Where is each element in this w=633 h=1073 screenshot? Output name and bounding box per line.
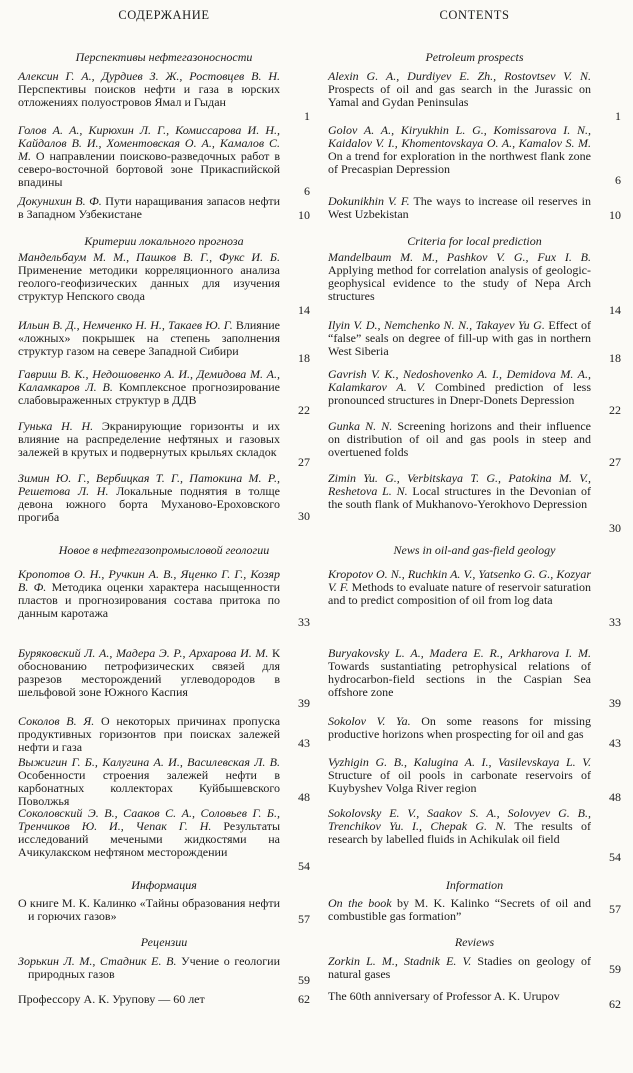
entry-title: The results of research by labelled fluids in Achikulak oil field <box>328 819 591 847</box>
entry-page: 10 <box>609 208 621 222</box>
entry-page: 33 <box>609 615 621 629</box>
toc-entry <box>18 472 310 552</box>
entry-authors: Кропотов О. Н., Ручкин А. В., Яценко Г. Г., Козяр В. Ф. <box>18 567 280 595</box>
entry-title: Applying method for correlation analysis of geologic-geophysical evidence to the study of Nepa Arch structures <box>328 263 591 304</box>
entry-authors: Ilyin V. D., Nemchenko N. N., Takayev Yu G. <box>328 318 545 332</box>
entry-authors: Гавриш В. К., Недошовенко А. И., Демидова М. А., Каламкаров Л. В. <box>18 367 280 395</box>
toc-entry <box>18 124 310 204</box>
entry-title: by M. K. Kalinko “Secrets of oil and combustible gas formation” <box>328 896 591 924</box>
toc-entry <box>328 990 621 1070</box>
entry-authors: Gunka N. N. <box>328 419 393 433</box>
section-heading: Информация <box>131 878 197 892</box>
entry-page: 48 <box>609 790 621 804</box>
entry-title: О книге М. К. Калинко «Тайны образования нефти и горючих газов» <box>18 896 280 924</box>
toc-entry <box>328 472 621 552</box>
entry-title: The ways to increase oil reserves in West Uzbekistan <box>328 194 591 222</box>
entry-title: Structure of oil pools in carbonate reservoirs of Kuybyshev Volga River region <box>328 768 591 796</box>
entry-page: 57 <box>298 912 310 926</box>
entry-page: 39 <box>609 696 621 710</box>
entry-page: 18 <box>609 351 621 365</box>
entry-authors: Алексин Г. А., Дурдиев З. Ж., Ростовцев В. Н. <box>18 69 280 83</box>
entry-authors: Sokolov V. Ya. <box>328 714 411 728</box>
entry-page: 39 <box>298 696 310 710</box>
section-heading: Перспективы нефтегазоносности <box>75 50 253 64</box>
section-heading: Критерии локального прогноза <box>84 234 244 248</box>
entry-authors: Зимин Ю. Г., Вербицкая Т. Г., Патокина М. Р., Решетова Л. Н. <box>18 471 280 499</box>
entry-authors: Гунька Н. Н. <box>18 419 94 433</box>
entry-title: О некоторых причинах пропуска продуктивных горизонтов при поисках залежей нефти и газа <box>18 714 281 755</box>
section-heading: Criteria for local prediction <box>407 234 542 248</box>
entry-page: 27 <box>609 455 621 469</box>
russian-contents-heading: СОДЕРЖАНИЕ <box>118 8 210 22</box>
entry-title: On a trend for exploration in the northwest flank zone of Precaspian Depression <box>328 149 591 177</box>
entry-title: О направлении поисково-разведочных работ в северо-восточной бортовой зоне Прикаспийской впадины <box>18 149 280 190</box>
toc-entry <box>18 807 310 887</box>
english-contents-heading: CONTENTS <box>439 8 510 22</box>
entry-authors: Gavrish V. K., Nedoshovenko A. I., Demidova M. A., Kalamkarov A. V. <box>328 367 591 395</box>
entry-page: 1 <box>615 109 621 123</box>
entry-page: 30 <box>609 521 621 535</box>
entry-authors: Зорькин Л. М., Стадник Е. В. <box>18 954 177 968</box>
entry-authors: Buryakovsky L. A., Madera E. R., Arkharova I. M. <box>328 646 591 660</box>
entry-title: Влияние «ложных» покрышек на степень заполнения структур газом на севере Западной Сибири <box>18 318 280 359</box>
entry-page: 48 <box>298 790 310 804</box>
entry-page: 18 <box>298 351 310 365</box>
entry-page: 22 <box>609 403 621 417</box>
entry-page: 1 <box>304 109 310 123</box>
entry-page: 43 <box>609 736 621 750</box>
entry-authors: Golov A. A., Kiryukhin L. G., Komissarova I. N., Kaidalov V. I., Khomentovskaya O. A., Kamalov S. M. <box>328 123 591 151</box>
entry-page: 22 <box>298 403 310 417</box>
entry-title: Пути наращивания запасов нефти в Западном Узбекистане <box>18 194 281 222</box>
entry-title: Комплексное прогнозирование слабовыраженных структур в ДДВ <box>18 380 280 408</box>
entry-page: 43 <box>298 736 310 750</box>
entry-page: 59 <box>298 973 310 987</box>
entry-page: 27 <box>298 455 310 469</box>
entry-title: Stadies on geology of natural gases <box>328 954 592 982</box>
entry-page: 14 <box>298 303 310 317</box>
entry-authors: Sokolovsky E. V., Saakov S. A., Solovyev G. B., Trenchikov Yu. I., Chepak G. N. <box>328 806 591 834</box>
entry-page: 6 <box>304 184 310 198</box>
entry-title: Effect of “false” seals on degree of fill-up with gas in northern West Siberia <box>328 318 591 359</box>
section-heading: Новое в нефтегазопромысловой геологии <box>58 543 270 557</box>
section-heading: Рецензии <box>140 935 188 949</box>
entry-title: Экранирующие горизонты и их влияние на распределение нефтяных и газовых залежей в крутых и подвернутых крыльях складок <box>18 419 280 460</box>
entry-page: 62 <box>298 992 310 1006</box>
entry-authors: Kropotov O. N., Ruchkin A. V., Yatsenko G. G., Kozyar V. F. <box>328 567 591 595</box>
section-heading: News in oil-and gas-field geology <box>393 543 556 557</box>
entry-page: 62 <box>609 997 621 1011</box>
entry-authors: Мандельбаум М. М., Пашков В. Г., Фукс И. Б. <box>18 250 280 264</box>
toc-entry <box>328 124 621 204</box>
entry-title: К обоснованию петрофизических связей для разрезов месторождений углеводородов в шельфовой зоне Южного Каспия <box>18 646 280 700</box>
entry-authors: Соколов В. Я. <box>18 714 95 728</box>
entry-authors: Zorkin L. M., Stadnik E. V. <box>328 954 472 968</box>
entry-page: 54 <box>298 859 310 873</box>
toc-entry <box>328 568 621 648</box>
entry-page: 57 <box>609 902 621 916</box>
entry-authors: Vyzhigin G. B., Kalugina A. I., Vasilevskaya L. V. <box>328 755 591 769</box>
entry-page: 30 <box>298 509 310 523</box>
entry-authors: Alexin G. A., Durdiyev E. Zh., Rostovtsev V. N. <box>328 69 591 83</box>
section-heading: Petroleum prospects <box>425 50 524 64</box>
section-heading: Reviews <box>454 935 495 949</box>
toc-entry <box>18 993 310 1073</box>
entry-page: 6 <box>615 173 621 187</box>
entry-title: Локальные поднятия в толще девона южного борта Мухановo-Ероховского прогиба <box>18 484 280 525</box>
entry-title: Local structures in the Devonian of the south flank of Mukhanovo-Yerokhovo Depression <box>328 484 591 512</box>
entry-title: The 60th anniversary of Professor A. K. Urupov <box>328 989 560 1003</box>
entry-authors: Mandelbaum M. M., Pashkov V. G., Fux I. B. <box>328 250 591 264</box>
entry-title: Учение о геологии природных газов <box>28 954 281 982</box>
entry-authors: Выжигин Г. Б., Калугина А. И., Василевская Л. В. <box>18 755 280 769</box>
entry-authors: Докунихин В. Ф. <box>18 194 102 208</box>
entry-authors: Ильин В. Д., Немченко Н. Н., Такаев Ю. Г. <box>18 318 233 332</box>
entry-authors: Dokunikhin V. F. <box>328 194 410 208</box>
entry-title: Применение методики корреляционного анализа геолого-геофизических данных для изучения структур Непского свода <box>18 263 280 304</box>
section-heading: Information <box>445 878 504 892</box>
entry-title: Prospects of oil and gas search in the Jurassic on Yamal and Gydan Peninsulas <box>328 82 591 110</box>
entry-authors: Голов А. А., Кирюхин Л. Г., Комиссарова И. Н., Кайдалов В. И., Хоментовская О. А., Камалов С. М. <box>18 123 280 164</box>
entry-title: Перспективы поисков нефти и газа в юрских отложениях полуостровов Ямал и Гыдан <box>18 82 280 110</box>
entry-title: Combined prediction of less pronounced structures in Dnepr-Donets Depression <box>328 380 592 408</box>
entry-authors: Zimin Yu. G., Verbitskaya T. G., Patokina M. V., Reshetova L. N. <box>328 471 591 499</box>
toc-entry <box>18 568 310 648</box>
entry-title: Methods to evaluate nature of reservoir saturation and to predict composition of oil from log data <box>328 580 592 608</box>
entry-title: Профессору А. К. Урупову — 60 лет <box>18 992 205 1006</box>
entry-page: 10 <box>298 208 310 222</box>
entry-page: 59 <box>609 962 621 976</box>
entry-title: Screening horizons and their influence on distribution of oil and gas pools in steep and overtuened folds <box>328 419 592 460</box>
entry-authors: On the book <box>328 896 392 910</box>
entry-authors: Соколовский Э. В., Сааков С. А., Соловьев Г. Б., Тренчиков Ю. И., Чепак Г. Н. <box>18 806 280 834</box>
entry-title: On some reasons for missing productive horizons when prospecting for oil and gas <box>328 714 592 742</box>
entry-page: 54 <box>609 850 621 864</box>
entry-authors: Буряковский Л. А., Мадера Э. Р., Архарова И. М. <box>18 646 269 660</box>
entry-page: 14 <box>609 303 621 317</box>
entry-title: Особенности строения залежей нефти в карбонатных коллекторах Куйбышевского Поволжья <box>18 768 280 809</box>
entry-page: 33 <box>298 615 310 629</box>
entry-title: Towards sustantiating petrophysical relations of hydrocarbon-field sections in the Caspian Sea offshore zone <box>328 659 591 700</box>
entry-title: Результаты исследований мечеными жидкостями на Ачикулакском нефтяном месторождении <box>18 819 281 860</box>
entry-title: Методика оценки характера насыщенности пластов и прогнозирования состава притока по данным каротажа <box>18 580 281 621</box>
toc-entry <box>328 807 621 887</box>
